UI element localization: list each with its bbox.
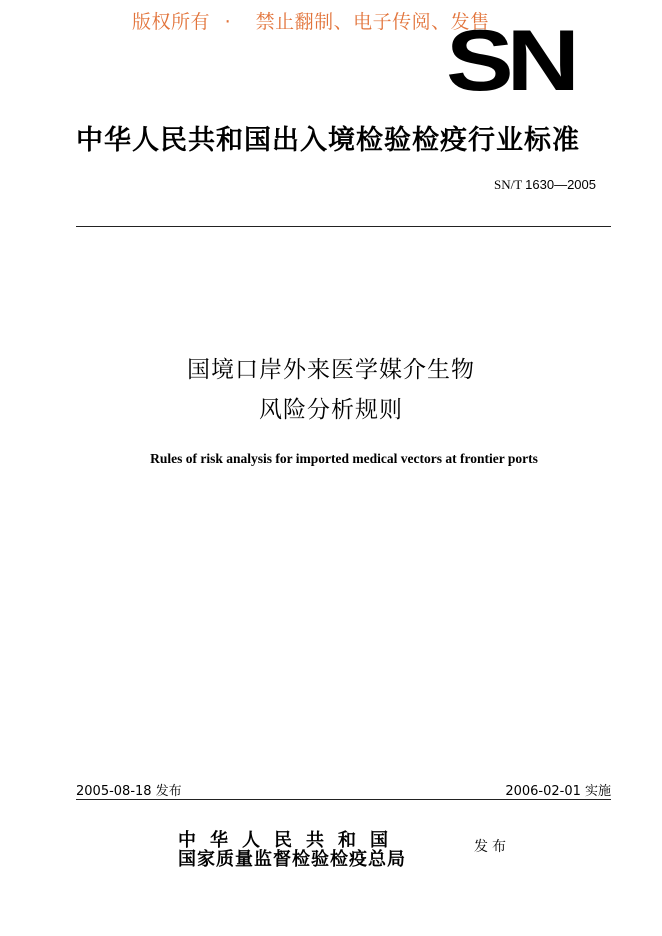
issue-date: 2005-08-18 发布 <box>76 784 182 799</box>
standard-number <box>494 177 596 193</box>
english-title: Rules of risk analysis for imported medical vectors at frontier ports <box>150 451 538 466</box>
publish-label: 发布 <box>474 839 510 855</box>
sn-logo: SN <box>446 13 573 109</box>
standard-prefix: SN/T <box>493 177 522 192</box>
top-divider <box>76 226 611 227</box>
copyright-left: 版权所有 <box>132 11 211 33</box>
standard-code: 1630—2005 <box>525 177 596 192</box>
bottom-divider <box>76 799 611 800</box>
implementation-date: 2006-02-01 实施 <box>505 784 611 799</box>
copyright-right: 禁止翻制、电子传阅、发售 <box>255 11 490 33</box>
title-line-1: 国境口岸外来医学媒介生物 <box>187 357 475 383</box>
issuer-agency: 国家质量监督检验检疫总局 <box>178 849 406 870</box>
copyright-notice <box>132 7 490 34</box>
issuer-country: 中华人民共和国 <box>178 830 402 851</box>
standard-category: 中华人民共和国出入境检验检疫行业标准 <box>76 125 580 156</box>
title-line-2: 风险分析规则 <box>259 397 403 423</box>
document-title <box>0 350 662 430</box>
copyright-dot: · <box>224 11 232 33</box>
